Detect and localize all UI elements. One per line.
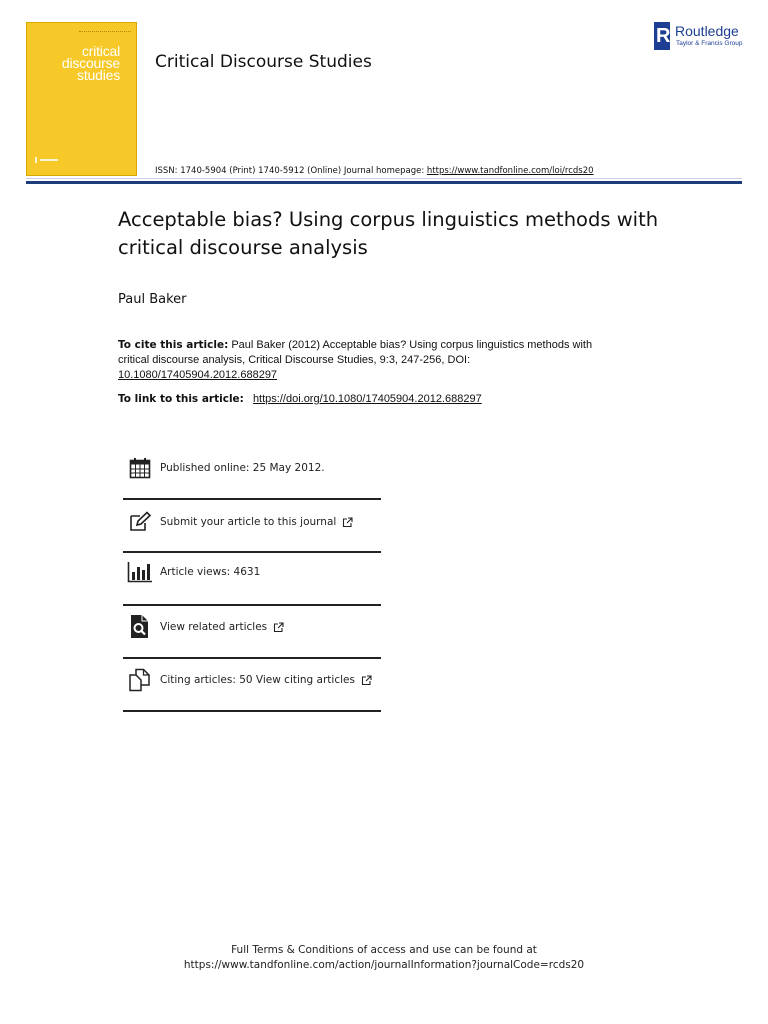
info-divider	[123, 657, 381, 659]
journal-cover	[26, 22, 137, 176]
publisher-subtitle: Taylor & Francis Group	[676, 40, 743, 47]
external-link-icon	[342, 517, 353, 528]
published-online-text: Published online: 25 May 2012.	[160, 462, 325, 474]
search-document-icon	[127, 614, 153, 640]
submit-article-text[interactable]: Submit your article to this journal	[160, 516, 337, 528]
cover-title	[62, 45, 120, 81]
info-divider	[123, 710, 381, 712]
publisher-logo[interactable]	[654, 22, 754, 52]
publisher-name: Routledge	[675, 23, 739, 39]
article-link-label: To link to this article:	[118, 393, 244, 405]
external-link-icon	[273, 622, 284, 633]
citing-articles-row[interactable]	[123, 662, 381, 698]
issn-line	[155, 166, 594, 176]
issn-text: ISSN: 1740-5904 (Print) 1740-5912 (Online) Journal homepage:	[155, 166, 427, 176]
header-divider-thin	[26, 178, 742, 179]
info-divider	[123, 551, 381, 553]
cover-decoration	[79, 31, 131, 34]
external-link-icon	[361, 675, 372, 686]
citing-articles-icon	[127, 667, 153, 693]
article-doi-link[interactable]: https://doi.org/10.1080/17405904.2012.688297	[252, 393, 482, 405]
citation-label: To cite this article:	[118, 339, 229, 351]
footer-terms-link[interactable]: https://www.tandfonline.com/action/journalInformation?journalCode=rcds20	[183, 959, 585, 971]
calendar-icon	[127, 455, 153, 481]
citation-text: Paul Baker (2012) Acceptable bias? Using corpus linguistics methods with critical discourse analysis, Critical Discourse Studies, 9:3, 247-256, DOI:	[118, 339, 593, 366]
header-divider	[26, 181, 742, 184]
citing-articles-text[interactable]: Citing articles: 50 View citing articles	[160, 674, 355, 686]
edit-icon	[127, 509, 153, 535]
cover-title-line: studies	[77, 67, 120, 83]
cover-title-line: critical	[81, 43, 120, 59]
footer-terms-text: Full Terms & Conditions of access and use can be found at	[231, 944, 537, 956]
footer	[0, 943, 768, 973]
citation-doi-link[interactable]: 10.1080/17405904.2012.688297	[118, 369, 278, 381]
article-views-row	[123, 554, 381, 590]
article-title: Acceptable bias? Using corpus linguistics methods with critical discourse analysis	[118, 208, 659, 259]
info-divider	[123, 604, 381, 606]
article-author[interactable]: Paul Baker	[118, 292, 187, 307]
published-online-row	[123, 450, 381, 486]
routledge-logo-icon	[654, 22, 670, 50]
article-link-block	[118, 393, 482, 405]
article-views-text: Article views: 4631	[160, 566, 261, 578]
journal-title[interactable]: Critical Discourse Studies	[155, 52, 372, 72]
related-articles-row[interactable]	[123, 609, 381, 645]
info-divider	[123, 498, 381, 500]
related-articles-text[interactable]: View related articles	[160, 621, 268, 633]
cover-title-line: discourse	[61, 55, 120, 71]
citation-block	[118, 338, 618, 383]
submit-article-row[interactable]	[123, 504, 381, 540]
bar-chart-icon	[127, 559, 153, 585]
cover-logo	[35, 157, 63, 163]
journal-homepage-link[interactable]: https://www.tandfonline.com/loi/rcds20	[426, 166, 594, 176]
